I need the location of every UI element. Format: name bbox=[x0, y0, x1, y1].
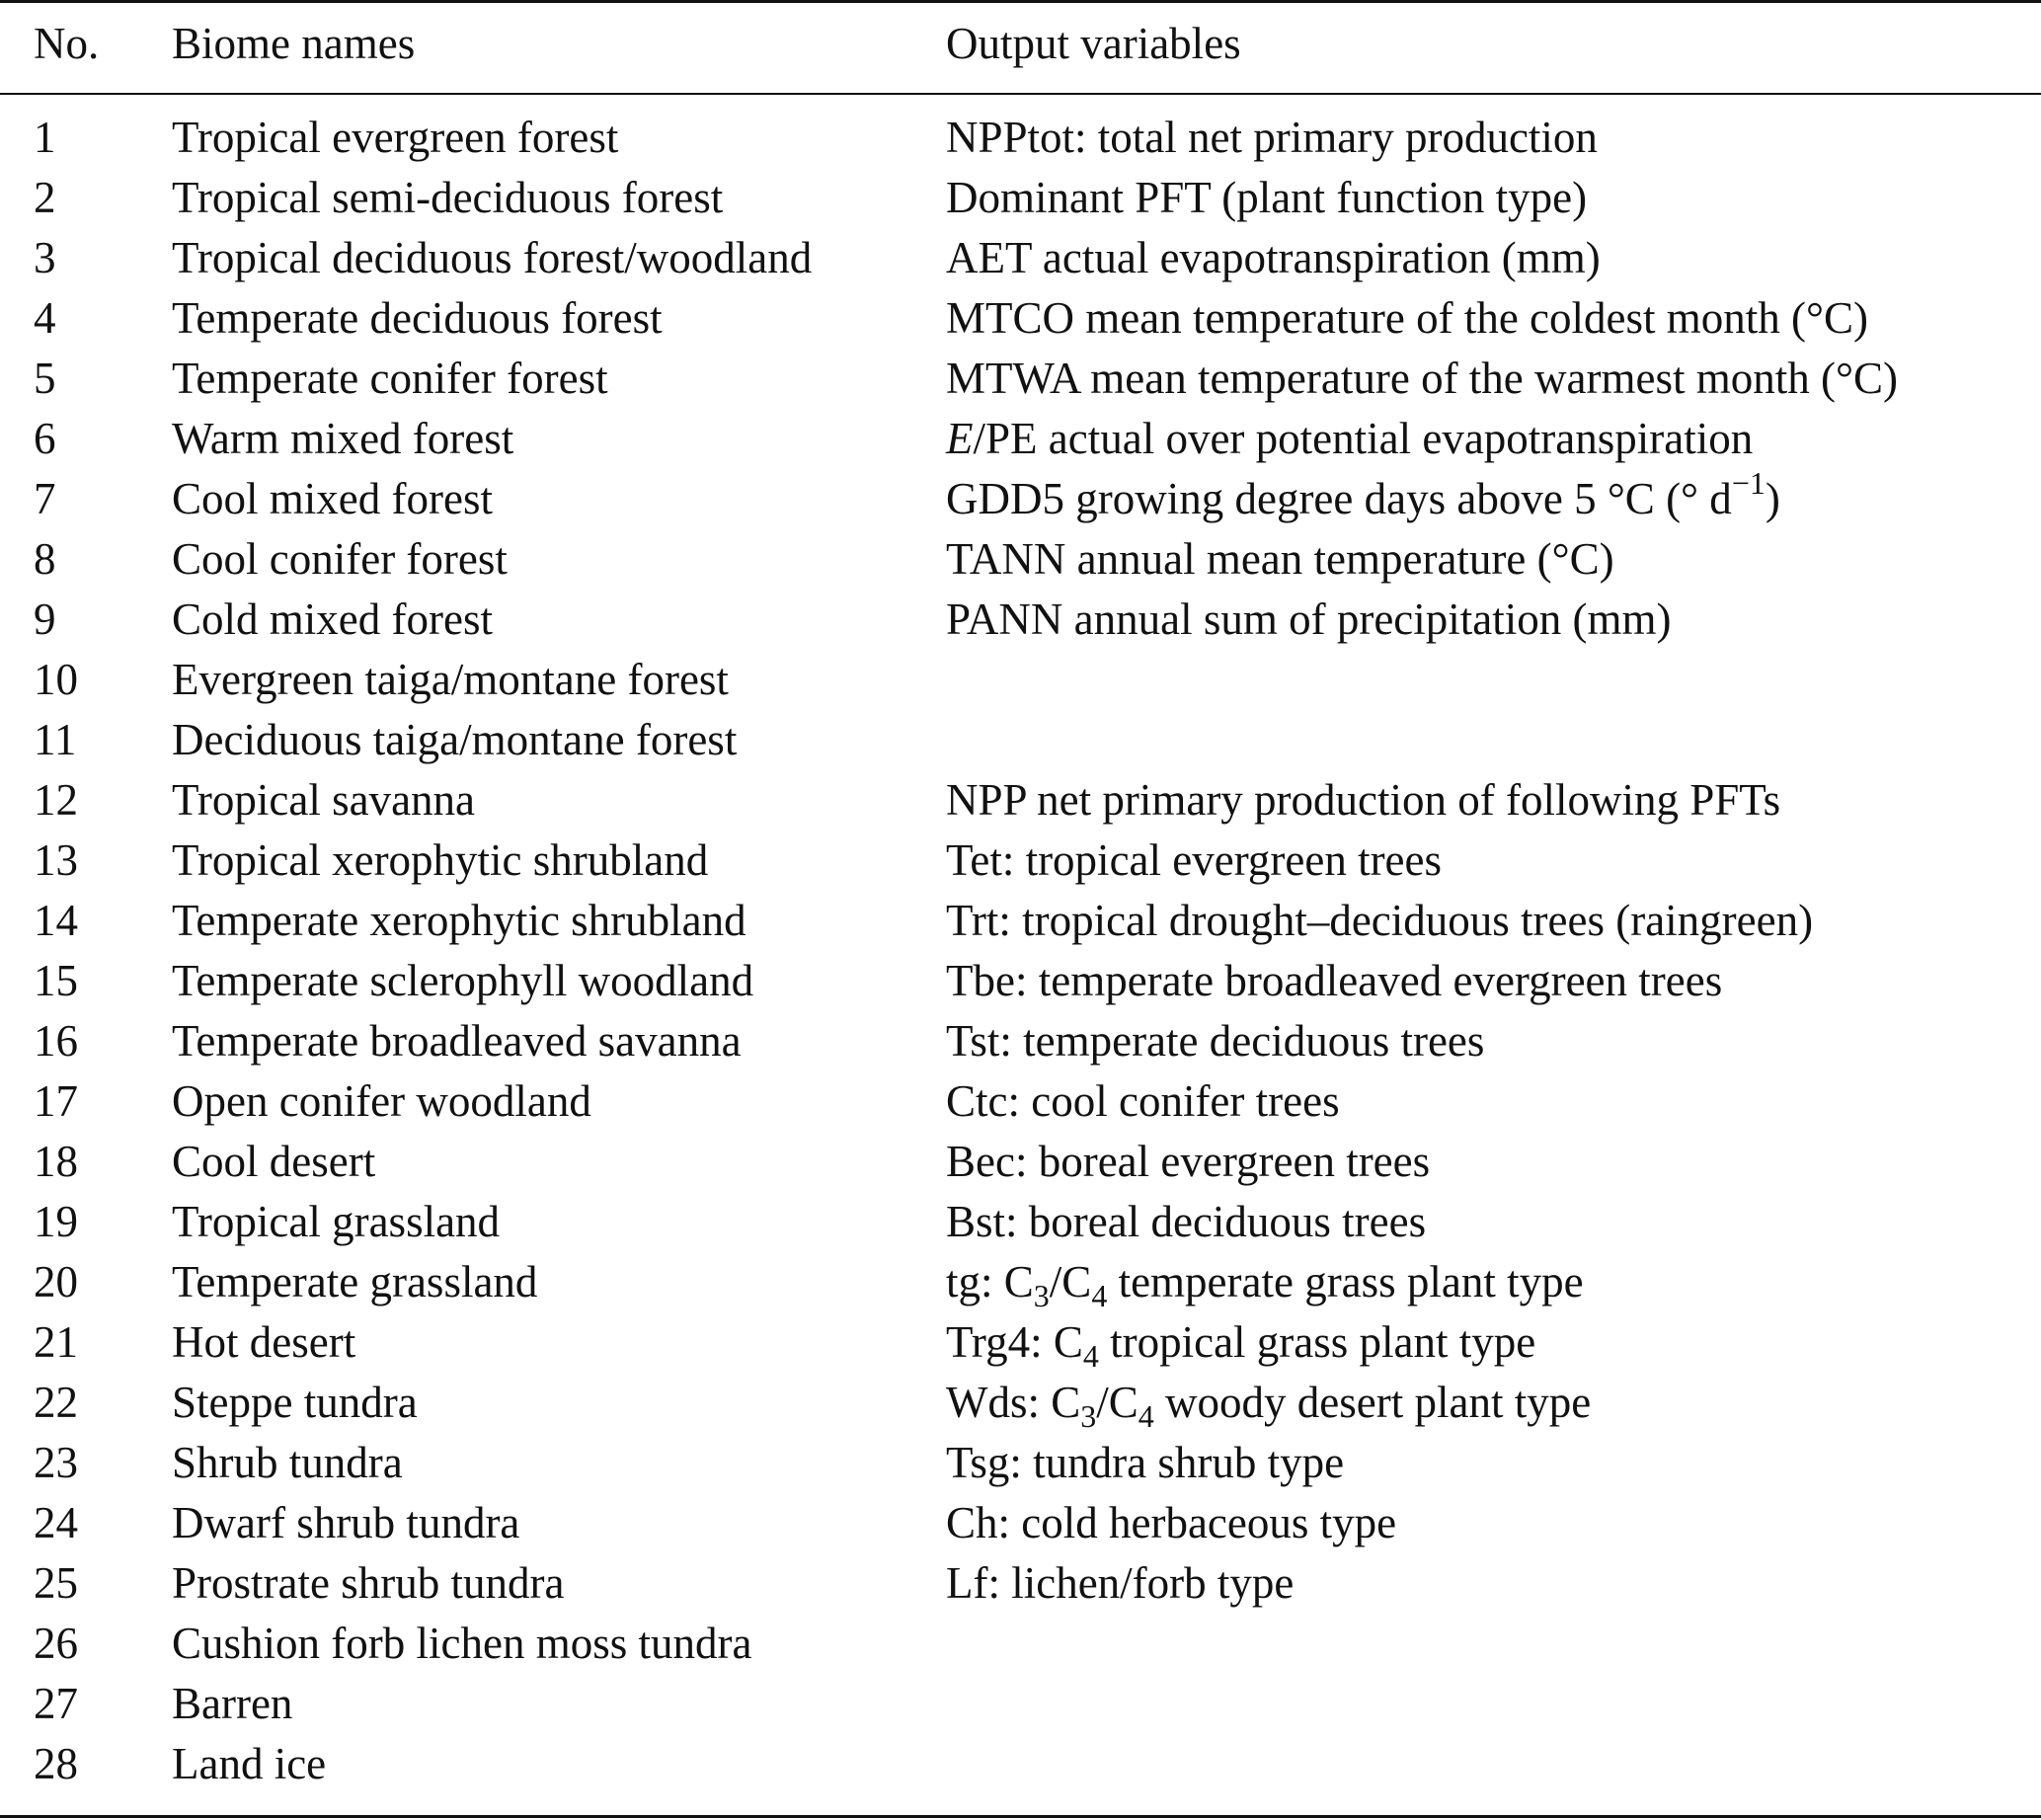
table-row bbox=[0, 1192, 2041, 1252]
table-row bbox=[0, 1071, 2041, 1132]
cell-no: 12 bbox=[34, 775, 78, 825]
cell-biome-name: Tropical evergreen forest bbox=[172, 113, 619, 162]
table-row bbox=[0, 529, 2041, 590]
cell-no: 6 bbox=[34, 414, 56, 463]
cell-biome-name: Cushion forb lichen moss tundra bbox=[172, 1619, 752, 1668]
cell-output-variable: Ch: cold herbaceous type bbox=[946, 1498, 1397, 1547]
cell-no: 20 bbox=[34, 1257, 78, 1306]
cell-biome-name: Dwarf shrub tundra bbox=[172, 1498, 520, 1547]
cell-output-variable: Dominant PFT (plant function type) bbox=[946, 173, 1588, 222]
cell-output-variable: Tsg: tundra shrub type bbox=[946, 1438, 1345, 1487]
cell-biome-name: Steppe tundra bbox=[172, 1378, 418, 1427]
cell-biome-name: Cool conifer forest bbox=[172, 534, 508, 584]
header-biome-names: Biome names bbox=[172, 19, 416, 68]
cell-output-variable: MTWA mean temperature of the warmest month (°C) bbox=[946, 354, 1898, 403]
table-row bbox=[0, 951, 2041, 1011]
cell-output-variable: Lf: lichen/forb type bbox=[946, 1558, 1295, 1608]
cell-biome-name: Tropical deciduous forest/woodland bbox=[172, 233, 813, 282]
table-header-row bbox=[0, 14, 2041, 74]
cell-no: 11 bbox=[34, 715, 77, 764]
cell-biome-name: Temperate deciduous forest bbox=[172, 293, 663, 343]
cell-no: 23 bbox=[34, 1438, 78, 1487]
table-row bbox=[0, 349, 2041, 409]
table-row bbox=[0, 228, 2041, 288]
cell-output-variable: NPPtot: total net primary production bbox=[946, 113, 1598, 162]
cell-biome-name: Deciduous taiga/montane forest bbox=[172, 715, 738, 764]
table-row bbox=[0, 1734, 2041, 1794]
cell-output-variable: Trt: tropical drought–deciduous trees (raingreen) bbox=[946, 896, 1814, 945]
cell-no: 15 bbox=[34, 956, 78, 1005]
table-row bbox=[0, 831, 2041, 891]
cell-no: 18 bbox=[34, 1137, 78, 1186]
cell-no: 4 bbox=[34, 293, 56, 343]
table-row bbox=[0, 1252, 2041, 1312]
cell-output-variable: E/PE actual over potential evapotranspiration bbox=[946, 414, 1754, 463]
table-row bbox=[0, 108, 2041, 168]
table-row bbox=[0, 1614, 2041, 1674]
cell-biome-name: Open conifer woodland bbox=[172, 1076, 591, 1126]
table-row bbox=[0, 770, 2041, 831]
cell-no: 19 bbox=[34, 1197, 78, 1246]
cell-no: 13 bbox=[34, 835, 78, 885]
cell-biome-name: Tropical xerophytic shrubland bbox=[172, 835, 709, 885]
cell-no: 5 bbox=[34, 354, 56, 403]
header-no: No. bbox=[34, 19, 100, 68]
cell-biome-name: Prostrate shrub tundra bbox=[172, 1558, 565, 1608]
cell-output-variable: AET actual evapotranspiration (mm) bbox=[946, 233, 1601, 282]
cell-biome-name: Warm mixed forest bbox=[172, 414, 514, 463]
table-row bbox=[0, 1553, 2041, 1614]
cell-no: 22 bbox=[34, 1378, 78, 1427]
cell-biome-name: Temperate broadleaved savanna bbox=[172, 1016, 742, 1066]
cell-biome-name: Shrub tundra bbox=[172, 1438, 403, 1487]
cell-biome-name: Temperate conifer forest bbox=[172, 354, 608, 403]
cell-no: 8 bbox=[34, 534, 56, 584]
cell-output-variable: Bec: boreal evergreen trees bbox=[946, 1137, 1431, 1186]
table-row bbox=[0, 590, 2041, 650]
cell-biome-name: Temperate sclerophyll woodland bbox=[172, 956, 754, 1005]
table-row bbox=[0, 650, 2041, 710]
table-row bbox=[0, 1011, 2041, 1071]
cell-output-variable: Trg4: $C_4$ tropical grass plant type bbox=[946, 1317, 1536, 1374]
cell-output-variable: tg: $C_3/C_4$ temperate grass plant type bbox=[946, 1257, 1584, 1313]
cell-biome-name: Cool desert bbox=[172, 1137, 376, 1186]
cell-biome-name: Evergreen taiga/montane forest bbox=[172, 655, 729, 704]
cell-no: 25 bbox=[34, 1558, 78, 1608]
cell-no: 3 bbox=[34, 233, 56, 282]
cell-biome-name: Temperate xerophytic shrubland bbox=[172, 896, 746, 945]
cell-biome-name: Tropical semi-deciduous forest bbox=[172, 173, 724, 222]
table-row bbox=[0, 1493, 2041, 1553]
cell-output-variable: Bst: boreal deciduous trees bbox=[946, 1197, 1427, 1246]
cell-biome-name: Tropical grassland bbox=[172, 1197, 501, 1246]
cell-biome-name: Cold mixed forest bbox=[172, 594, 493, 644]
cell-output-variable: Tet: tropical evergreen trees bbox=[946, 835, 1443, 885]
table-row bbox=[0, 288, 2041, 349]
table-row bbox=[0, 409, 2041, 469]
table-bottom-rule bbox=[0, 1815, 2041, 1818]
table-row bbox=[0, 1132, 2041, 1192]
cell-output-variable: GDD5 growing degree days above 5 °C (° $d^{-1}$) bbox=[946, 465, 1780, 523]
cell-no: 24 bbox=[34, 1498, 78, 1547]
table-row bbox=[0, 465, 2041, 529]
cell-no: 9 bbox=[34, 594, 56, 644]
table-row bbox=[0, 1373, 2041, 1433]
table-row bbox=[0, 1433, 2041, 1493]
cell-biome-name: Cool mixed forest bbox=[172, 474, 493, 523]
cell-no: 26 bbox=[34, 1619, 78, 1668]
table-row bbox=[0, 1674, 2041, 1734]
cell-output-variable: TANN annual mean temperature (°C) bbox=[946, 534, 1614, 584]
cell-no: 1 bbox=[34, 113, 56, 162]
cell-no: 16 bbox=[34, 1016, 78, 1066]
table-row bbox=[0, 1312, 2041, 1373]
cell-biome-name: Tropical savanna bbox=[172, 775, 476, 825]
cell-no: 28 bbox=[34, 1739, 78, 1788]
cell-no: 14 bbox=[34, 896, 78, 945]
cell-biome-name: Land ice bbox=[172, 1739, 327, 1788]
cell-no: 10 bbox=[34, 655, 78, 704]
cell-output-variable: NPP net primary production of following PFTs bbox=[946, 775, 1781, 825]
table-header-rule bbox=[0, 93, 2041, 95]
cell-no: 21 bbox=[34, 1317, 78, 1367]
cell-biome-name: Barren bbox=[172, 1679, 293, 1728]
cell-no: 17 bbox=[34, 1076, 78, 1126]
cell-output-variable: PANN annual sum of precipitation (mm) bbox=[946, 594, 1672, 644]
cell-output-variable: Wds: $C_3/C_4$ woody desert plant type bbox=[946, 1378, 1592, 1434]
table-top-rule bbox=[0, 0, 2041, 3]
cell-biome-name: Temperate grassland bbox=[172, 1257, 538, 1306]
cell-output-variable: Tst: temperate deciduous trees bbox=[946, 1016, 1485, 1066]
table-row bbox=[0, 891, 2041, 951]
header-output-variables: Output variables bbox=[946, 19, 1241, 68]
cell-output-variable: MTCO mean temperature of the coldest month (°C) bbox=[946, 293, 1868, 343]
cell-output-variable: Ctc: cool conifer trees bbox=[946, 1076, 1340, 1126]
cell-output-variable: Tbe: temperate broadleaved evergreen trees bbox=[946, 956, 1723, 1005]
cell-no: 2 bbox=[34, 173, 56, 222]
cell-no: 27 bbox=[34, 1679, 78, 1728]
cell-no: 7 bbox=[34, 474, 56, 523]
table-body bbox=[0, 108, 2041, 1794]
table-row bbox=[0, 168, 2041, 228]
table-row bbox=[0, 710, 2041, 770]
cell-biome-name: Hot desert bbox=[172, 1317, 356, 1367]
